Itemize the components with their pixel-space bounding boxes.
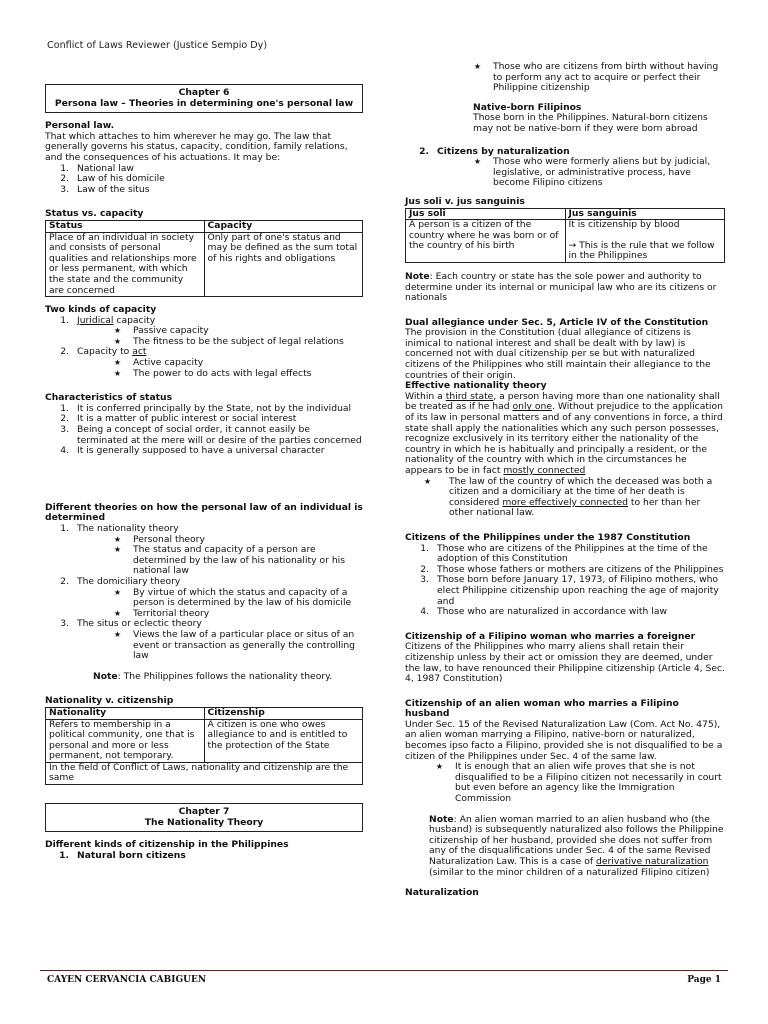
table-cell: Place of an individual in society and consists of personal qualities and relationships more or less permanent, with which the state and the community are concerned <box>46 232 205 297</box>
sub-item: Those who were formerly aliens but by judicial, legislative, or administrative process, have become Filipino citizens <box>493 156 711 189</box>
star-bullet-icon: ★ <box>113 358 121 368</box>
list-item: Those who are naturalized in accordance with law <box>437 606 667 618</box>
table-cell: A citizen is one who owes allegiance to and is entitled to the protection of the State <box>204 719 363 762</box>
list-item: Capacity to act <box>77 346 147 358</box>
table-cell: Refers to membership in a political community, one that is personal and more or less permanent, not temporary. <box>46 719 205 762</box>
sub-item: By virtue of which the status and capacity of a person is determined by the law of his domicile <box>133 586 352 609</box>
list-item: Those born before January 17, 1973, of Filipino mothers, who elect Philippine citizenship upon reaching the age of majority and <box>437 574 719 607</box>
sub-item: Views the law of a particular place or situs of an event or transaction as generally the controlling law <box>133 628 355 662</box>
ordered-list: 1. Juridical capacity ★ Passive capacity ★ The fitness to be the subject of legal relations 2. Capacity to act ★ Active capacity ★ The power to do acts with legal effects <box>45 316 363 380</box>
star-bullet-icon: ★ <box>473 157 481 167</box>
section-heading: Citizenship of an alien woman who marries a Filipino husband <box>405 697 679 720</box>
section-heading: Different kinds of citizenship in the Philippines <box>45 839 289 851</box>
star-bullet-icon: ★ <box>113 336 121 346</box>
status-capacity-table <box>45 220 363 297</box>
running-header: Conflict of Laws Reviewer (Justice Sempio Dy) <box>47 40 268 51</box>
list-item: Those whose fathers or mothers are citizens of the Philippines <box>437 563 724 575</box>
table-header: Jus soli <box>406 208 566 220</box>
paragraph: Within a third state, a person having more than one nationality shall be treated as if he had only one. Without prejudice to the application of its law in personal matters and of any conventions in force, a third state shall apply the nationalities which any such person possesses, recognize exclusively in its territory either the nationality of the country in which he is habitually and principally a resident, or the nationality of the country with which in the circumstances he appears to be in fact mostly connected <box>405 390 723 476</box>
note: Note: An alien woman married to an alien husband who (the husband) is subsequently naturalized also follows the Philippine citizenship of her husband, provided she does not suffer from any of the disqualifications under Sec. 4 of the same Revised Naturalization Law. This is a case of derivative naturalization (similar to the minor children of a naturalized Filipino citizen) <box>429 813 724 878</box>
list-item: Juridical capacity <box>77 314 156 326</box>
sub-item: Personal theory <box>133 533 205 545</box>
chapter-6-box <box>45 84 363 113</box>
table-header: Jus sanguinis <box>565 208 725 220</box>
list-item: Law of his domicile <box>77 173 165 185</box>
sub-item: Territorial theory <box>133 607 210 619</box>
table-cell: It is citizenship by blood → This is the rule that we follow in the Philippines <box>565 220 725 263</box>
ordered-list: 1. The nationality theory ★ Personal theory ★ The status and capacity of a person are determined by the law of his nationality or his national law 2. The domiciliary theory ★ By virtue of which the status and capacity of a person is determined by the law of his domicile ★ Territorial theory 3. The situs or eclectic theory ★ Views the law of a particular place or situs of an event or transaction as generally the controlling law <box>45 524 363 662</box>
list-item: Those who are citizens of the Philippines at the time of the adoption of this Constitution <box>437 542 708 565</box>
paragraph: Citizens of the Philippines who marry aliens shall retain their citizenship unless by their act or omission they are deemed, under the law, to have renounced their Philippine citizenship (Article 4, Sec. 4, 1987 Constitution) <box>405 641 725 685</box>
section-heading: Effective nationality theory <box>405 380 547 392</box>
ordered-list: 1. Those who are citizens of the Philippines at the time of the adoption of this Constitution 2. Those whose fathers or mothers are citizens of the Philippines 3. Those born before January 17, 1973, of Filipino mothers, who elect Philippine citizenship upon reaching the age of majority and 4. Those who are naturalized in accordance with law <box>420 542 724 618</box>
sub-item: The power to do acts with legal effects <box>133 367 312 379</box>
table-header: Citizenship <box>204 707 363 719</box>
table-cell: Only part of one's status and may be defined as the sum total of his rights and obligations <box>204 232 363 297</box>
chapter-title: Persona law – Theories in determining one's personal law <box>54 97 354 109</box>
section-heading: Citizens of the Philippines under the 1987 Constitution <box>405 531 691 543</box>
section-heading: Nationality v. citizenship <box>45 695 174 707</box>
section-heading: Jus soli v. jus sanguinis <box>405 195 525 207</box>
page-number: Page 1 <box>687 975 721 985</box>
nationality-citizenship-table <box>45 707 363 785</box>
section-heading: Personal law. <box>45 120 115 132</box>
chapter-number: Chapter 7 <box>178 806 230 818</box>
section-heading: Characteristics of status <box>45 392 173 404</box>
left-column: Chapter 6 Persona law – Theories in determining one's personal law Personal law. That which attaches to him wherever he may go. The law that generally governs his status, capacity, condition, family relations, and the consequences of his actuations. It may be: 1. National law 2. Law of his domicile 3. Law of the situs Status vs. capacity Status Capacity Place of an individual in society and consists of personal qualities and relationships more or less permanent, with which the state and the community are concerned Only part of one's status and may be defined as the sum total of his rights and obligations Two kinds of capacity 1. Juridical capacity ★ Passive capacity ★ The fitness to be the subject of legal relations 2. Capacity to act ★ Active capacity ★ The power to do acts with legal effects Characteristics of status 1. It is conferred principally by the State, not by the individual 2. It is a matter of public interest or social interest 3. Being a concept of social order, it cannot easily be terminated at the mere will or desire of the parties concerned 4. It is generally supposed to have a universal character Different theories on how the personal law of an individual is determined 1. The nationality theory ★ Personal theory ★ The status and capacity of a person are determined by the law of his nationality or his national law 2. The domiciliary theory ★ By virtue of which the status and capacity of a person is determined by the law of his domicile ★ Territorial theory 3. The situs or eclectic theory ★ Views the law of a particular place or situs of an event or transaction as generally the controlling law Note: The Philippines follows the nationality theory. Nationality v. citizenship Nationality Citizenship Refers to membership in a political community, one that is personal and more or less permanent, not temporary. A citizen is one who owes allegiance to and is entitled to the protection of the State In the field of Conflict of Laws, nationality and citizenship are the same Chapter 7 The Nationality Theory Different kinds of citizenship in the Philippines 1. Natural born citizens <box>45 58 363 861</box>
star-bullet-icon: ★ <box>113 629 121 639</box>
star-bullet-icon: ★ <box>473 62 481 71</box>
star-bullet-icon: ★ <box>113 534 121 544</box>
list-item: It is a matter of public interest or social interest <box>77 413 297 425</box>
section-heading: Different theories on how the personal law of an individual is determined <box>45 501 363 524</box>
chapter-title: The Nationality Theory <box>144 816 264 828</box>
list-item: National law <box>77 162 134 174</box>
list-item: The situs or eclectic theory <box>77 618 202 630</box>
table-cell: A person is a citizen of the country where he was born or of the country of his birth <box>406 220 566 263</box>
list-item: Natural born citizens <box>77 849 186 861</box>
sub-item: Those who are citizens from birth without having to perform any act to acquire or perfect their Philippine citizenship <box>493 61 719 94</box>
table-cell: In the field of Conflict of Laws, nationality and citizenship are the same <box>46 762 363 784</box>
sub-item: The fitness to be the subject of legal relations <box>133 335 344 347</box>
jus-soli-sanguinis-table <box>405 208 725 263</box>
list-item: Citizens by naturalization <box>437 145 570 157</box>
ordered-list: 1. National law 2. Law of his domicile 3. Law of the situs <box>45 164 363 196</box>
note: Note: The Philippines follows the nationality theory. <box>93 670 333 682</box>
star-bullet-icon: ★ <box>435 762 443 772</box>
star-bullet-icon: ★ <box>113 587 121 597</box>
chapter-number: Chapter 6 <box>178 87 230 98</box>
sub-item: The law of the country of which the deceased was both a citizen and a domiciliary at the time of her death is considered more effectively connected to her than her other national law. <box>449 475 713 519</box>
sub-item: Passive capacity <box>133 325 209 337</box>
section-heading: Citizenship of a Filipino woman who marries a foreigner <box>405 630 696 642</box>
chapter-7-box <box>45 803 363 832</box>
note: Note: Each country or state has the sole power and authority to determine under its internal or municipal law who are its citizens or nationals <box>405 270 717 304</box>
star-bullet-icon: ★ <box>113 326 121 336</box>
footer-rule <box>40 970 728 971</box>
table-header: Nationality <box>46 707 205 719</box>
star-bullet-icon: ★ <box>113 368 121 378</box>
paragraph: The provision in the Constitution (dual allegiance of citizens is inimical to national interest and shall be dealt with by law) is concerned not with dual citizenship per se but with naturalized citizens of the Philippines who still maintain their allegiance to the countries of their origin. <box>405 327 711 381</box>
section-heading: Status vs. capacity <box>45 208 144 220</box>
list-item: Law of the situs <box>77 183 150 195</box>
sub-item: It is enough that an alien wife proves that she is not disqualified to be a Filipino citizen not necessarily in court but even before an agency like the Immigration Commission <box>455 761 722 805</box>
section-heading: Naturalization <box>405 887 479 899</box>
ordered-list: 1. It is conferred principally by the State, not by the individual 2. It is a matter of public interest or social interest 3. Being a concept of social order, it cannot easily be terminated at the mere will or desire of the parties concerned 4. It is generally supposed to have a universal character <box>60 402 362 457</box>
table-header: Capacity <box>204 220 363 232</box>
list-item: The domiciliary theory <box>77 575 181 587</box>
table-header: Status <box>46 220 205 232</box>
paragraph: Under Sec. 15 of the Revised Naturalization Law (Com. Act No. 475), an alien woman marrying a Filipino, native-born or naturalized, becomes ipso facto a Filipino, provided she is not disqualified to be a citizen of the Philippines under Sec. 4 of the same law. <box>405 718 723 762</box>
sub-item: Active capacity <box>133 357 204 369</box>
list-item: Being a concept of social order, it cannot easily be terminated at the mere will or desire of the parties concerned <box>77 424 362 446</box>
list-item: The nationality theory <box>77 523 179 534</box>
list-item: It is generally supposed to have a universal character <box>77 445 325 457</box>
footer-author: CAYEN CERVANCIA CABIGUEN <box>47 975 207 985</box>
sub-item: The status and capacity of a person are determined by the law of his nationality or his national law <box>133 544 345 577</box>
section-heading: Two kinds of capacity <box>45 304 157 316</box>
star-bullet-icon: ★ <box>113 608 121 618</box>
right-column: ★ Those who are citizens from birth without having to perform any act to acquire or perfect their Philippine citizenship Native-born Filipinos Those born in the Philippines. Natural-born citizens may not be native-born if they were born abroad 2. Citizens by naturalization ★ Those who were formerly aliens but by judicial, legislative, or administrative process, have become Filipino citizens Jus soli v. jus sanguinis Jus soli Jus sanguinis A person is a citizen of the country where he was born or of the country of his birth It is citizenship by blood → This is the rule that we follow in the Philippines Note: Each country or state has the sole power and authority to determine under its internal or municipal law who are its citizens or nationals Dual allegiance under Sec. 5, Article IV of the Constitution The provision in the Constitution (dual allegiance of citizens is inimical to national interest and shall be dealt with by law) is concerned not with dual citizenship per se but with naturalized citizens of the Philippines who still maintain their allegiance to the countries of their origin. Effective nationality theory Within a third state, a person having more than one nationality shall be treated as if he had only one. Without prejudice to the application of its law in personal matters and of any conventions in force, a third state shall apply the nationalities which any such person possesses, recognize exclusively in its territory either the nationality of the country in which he is habitually and principally a resident, or the nationality of the country with which in the circumstances he appears to be in fact mostly connected ★ The law of the country of which the deceased was both a citizen and a domiciliary at the time of her death is considered more effectively connected to her than her other national law. Citizens of the Philippines under the 1987 Constitution 1. Those who are citizens of the Philippines at the time of the adoption of this Constitution 2. Those whose fathers or mothers are citizens of the Philippines 3. Those born before January 17, 1973, of Filipino mothers, who elect Philippine citizenship upon reaching the age of majority and 4. Those who are naturalized in accordance with law Citizenship of a Filipino woman who marries a foreigner Citizens of the Philippines who marry aliens shall retain their citizenship unless by their act or omission they are deemed, under the law, to have renounced their Philippine citizenship (Article 4, Sec. 4, 1987 Constitution) Citizenship of an alien woman who marries a Filipino husband Under Sec. 15 of the Revised Naturalization Law (Com. Act No. 475), an alien woman marrying a Filipino, native-born or naturalized, becomes ipso facto a Filipino, provided she is not disqualified to be a citizen of the Philippines under Sec. 4 of the same law. ★ It is enough that an alien wife proves that she is not disqualified to be a Filipino citizen not necessarily in court but even before an agency like the Immigration Commission Note: An alien woman married to an alien husband who (the husband) is subsequently naturalized also follows the Philippine citizenship of her husband, provided she does not suffer from any of the disqualifications under Sec. 4 of the same Revised Naturalization Law. This is a case of derivative naturalization (similar to the minor children of a naturalized Filipino citizen) Naturalization <box>405 61 725 899</box>
paragraph: Those born in the Philippines. Natural-born citizens may not be native-born if they were born abroad <box>473 112 708 134</box>
paragraph: That which attaches to him wherever he may go. The law that generally governs his status, capacity, condition, family relations, and the consequences of his actuations. It may be: <box>45 130 348 163</box>
star-bullet-icon: ★ <box>113 545 121 555</box>
section-heading: Native-born Filipinos <box>473 101 582 113</box>
section-heading: Dual allegiance under Sec. 5, Article IV of the Constitution <box>405 316 709 328</box>
list-item: It is conferred principally by the State, not by the individual <box>77 402 352 414</box>
star-bullet-icon: ★ <box>423 476 431 486</box>
